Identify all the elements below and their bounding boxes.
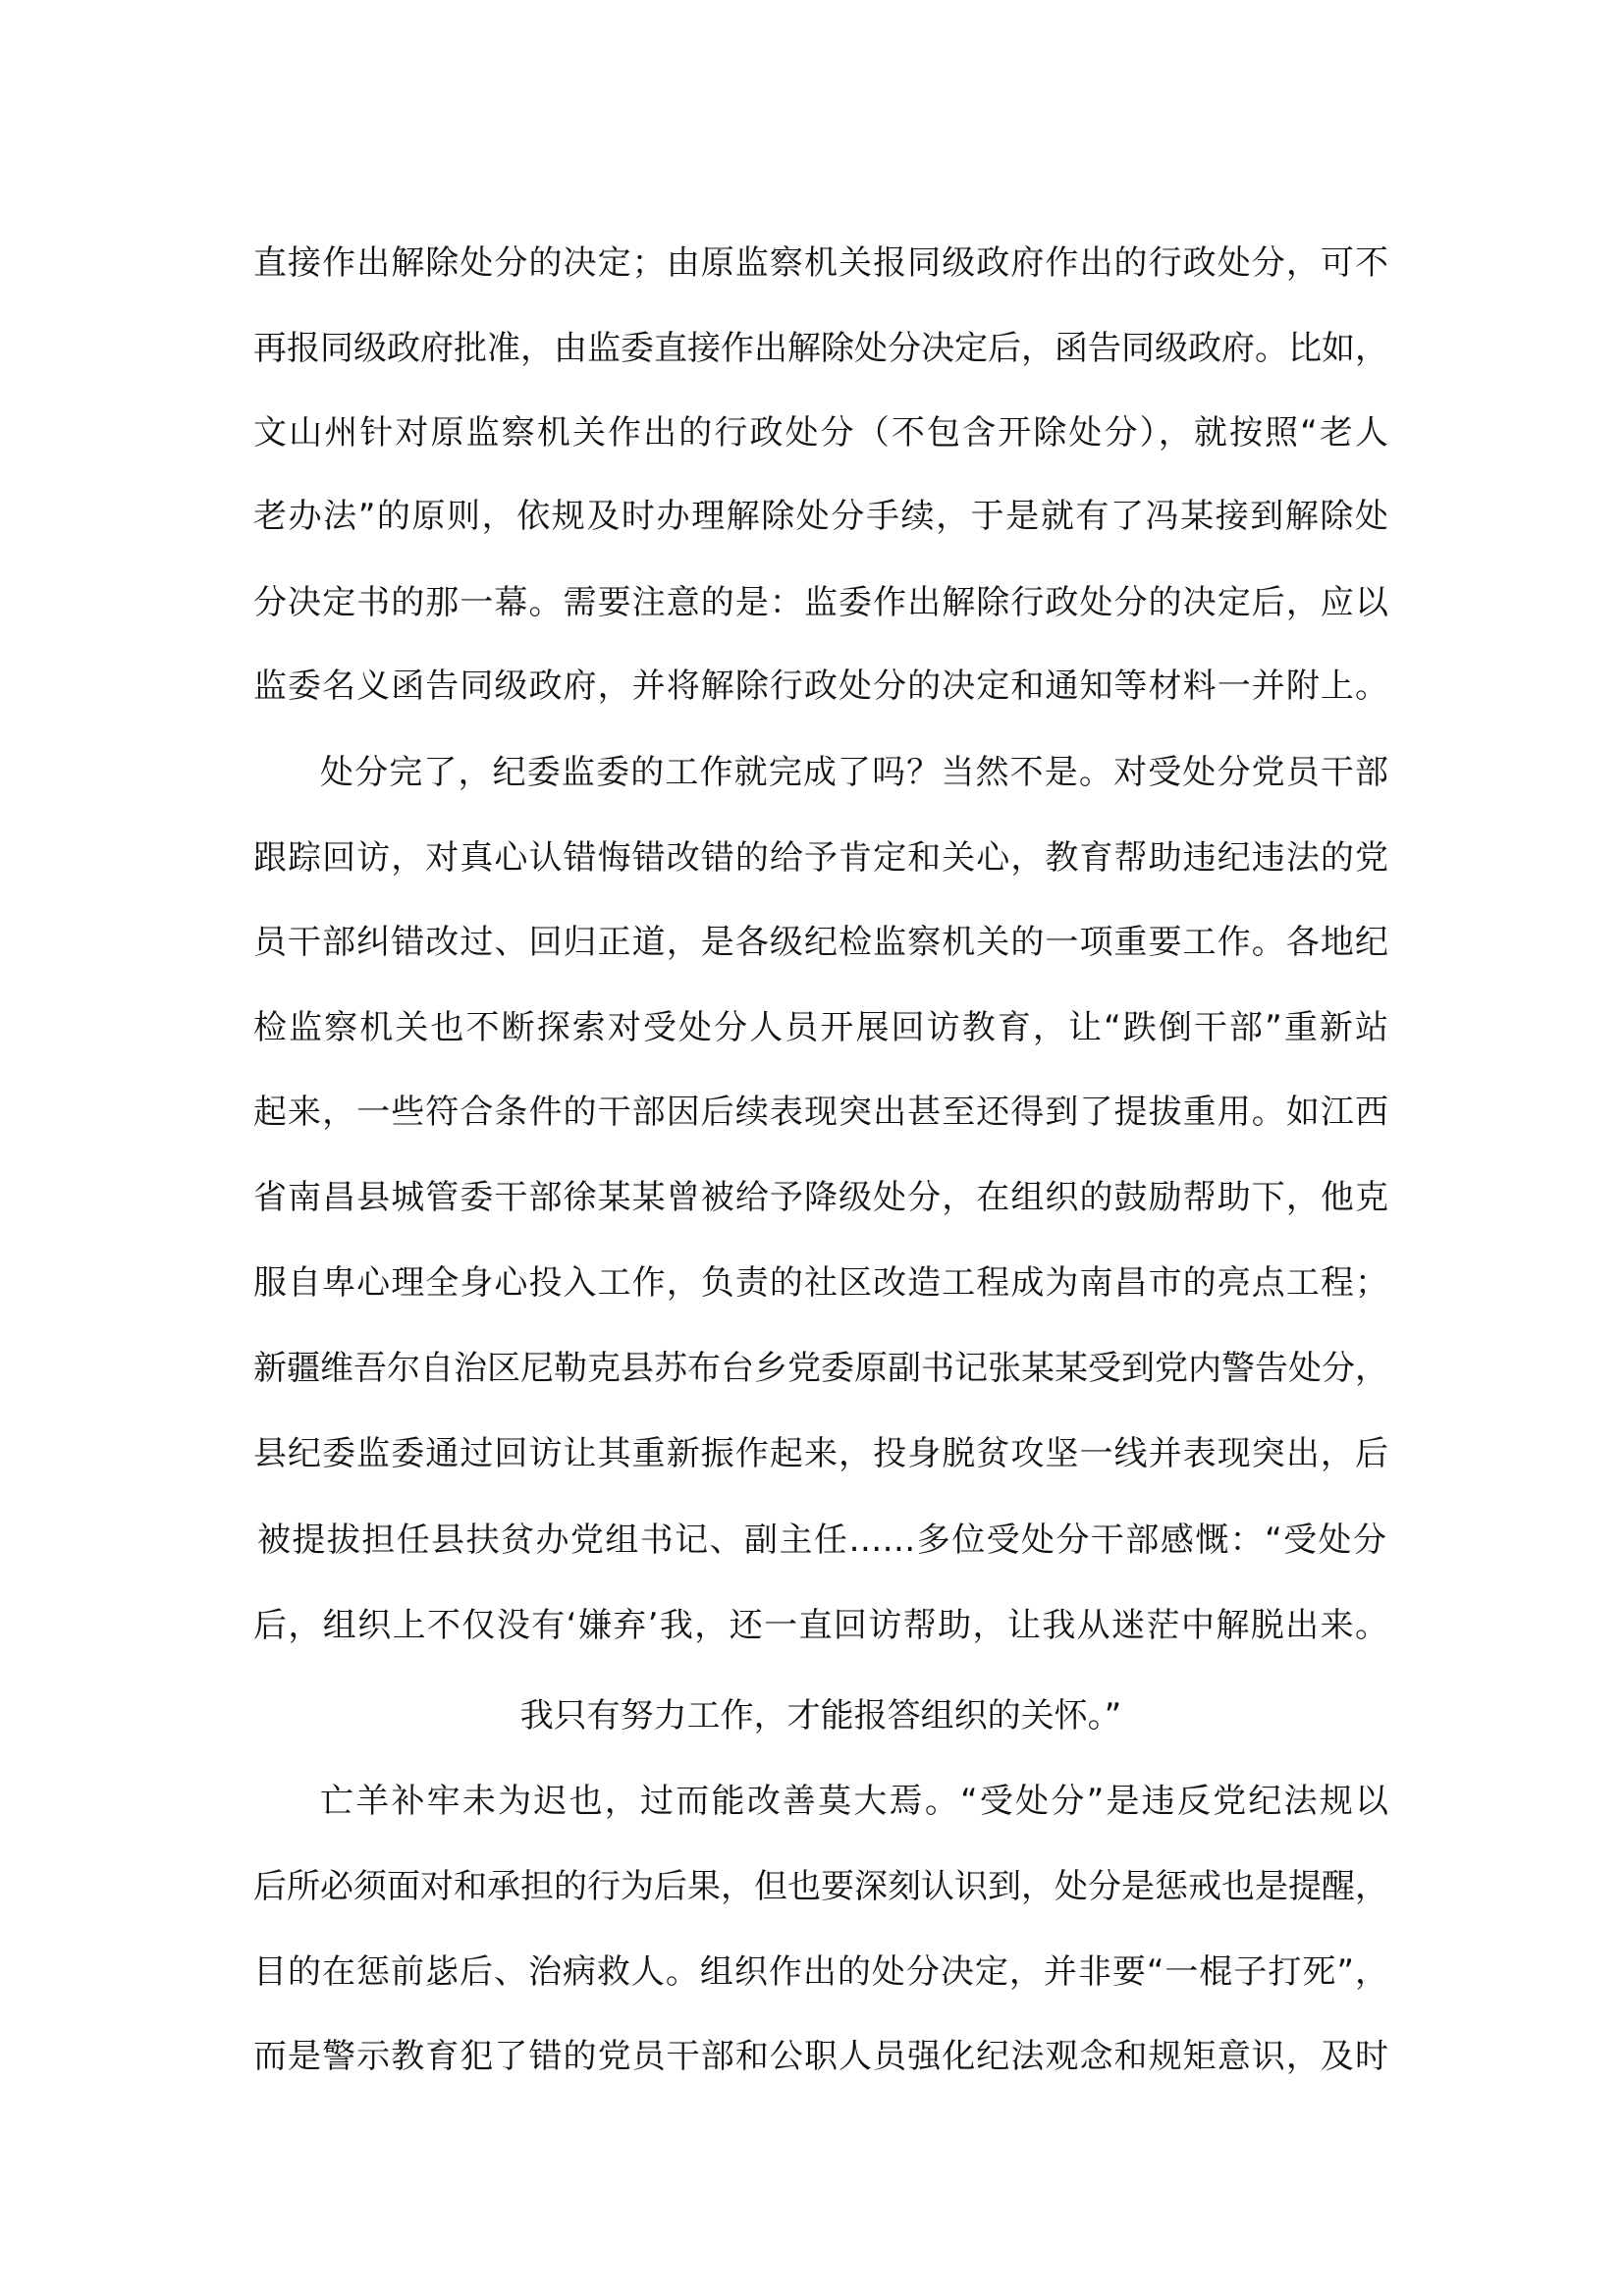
body-line: 省南昌县城管委干部徐某某曾被给予降级处分，在组织的鼓励帮助下，他克 <box>253 1178 1388 1217</box>
body-line: 再报同级政府批准，由监委直接作出解除处分决定后，函告同级政府。比如， <box>253 329 1388 368</box>
body-line: 服自卑心理全身心投入工作，负责的社区改造工程成为南昌市的亮点工程； <box>253 1263 1388 1303</box>
body-line: 跟踪回访，对真心认错悔错改错的给予肯定和关心，教育帮助违纪违法的党 <box>253 838 1388 878</box>
body-line: 被提拔担任县扶贫办党组书记、副主任……多位受处分干部感慨：“受处分 <box>257 1521 1386 1560</box>
body-line: 后所必须面对和承担的行为后果，但也要深刻认识到，处分是惩戒也是提醒， <box>253 1867 1388 1906</box>
body-line: 起来，一些符合条件的干部因后续表现突出甚至还得到了提拔重用。如江西 <box>253 1093 1388 1132</box>
paragraph-first-line: 亡羊补牢未为迟也，过而能改善莫大焉。“受处分”是违反党纪法规以 <box>320 1782 1388 1821</box>
body-line: 而是警示教育犯了错的党员干部和公职人员强化纪法观念和规矩意识，及时 <box>253 2037 1388 2076</box>
body-line: 文山州针对原监察机关作出的行政处分（不包含开除处分），就按照“老人 <box>253 413 1388 453</box>
centered-quote-line: 我只有努力工作，才能报答组织的关怀。” <box>519 1696 1122 1735</box>
body-line: 老办法”的原则，依规及时办理解除处分手续，于是就有了冯某接到解除处 <box>253 497 1388 536</box>
body-line: 县纪委监委通过回访让其重新振作起来，投身脱贫攻坚一线并表现突出，后 <box>253 1434 1388 1473</box>
body-line: 分决定书的那一幕。需要注意的是：监委作出解除行政处分的决定后，应以 <box>253 583 1388 622</box>
body-line: 员干部纠错改过、回归正道，是各级纪检监察机关的一项重要工作。各地纪 <box>253 923 1388 962</box>
body-line: 目的在惩前毖后、治病救人。组织作出的处分决定，并非要“一棍子打死”， <box>253 1952 1388 1992</box>
body-line: 新疆维吾尔自治区尼勒克县苏布台乡党委原副书记张某某受到党内警告处分， <box>253 1349 1388 1388</box>
body-line: 后，组织上不仅没有‘嫌弃’我，还一直回访帮助，让我从迷茫中解脱出来。 <box>253 1606 1388 1645</box>
body-line: 直接作出解除处分的决定；由原监察机关报同级政府作出的行政处分，可不 <box>253 243 1388 283</box>
paragraph-first-line: 处分完了，纪委监委的工作就完成了吗？当然不是。对受处分党员干部 <box>320 753 1388 792</box>
body-line: 监委名义函告同级政府，并将解除行政处分的决定和通知等材料一并附上。 <box>253 667 1388 706</box>
body-line: 检监察机关也不断探索对受处分人员开展回访教育，让“跌倒干部”重新站 <box>253 1008 1388 1047</box>
